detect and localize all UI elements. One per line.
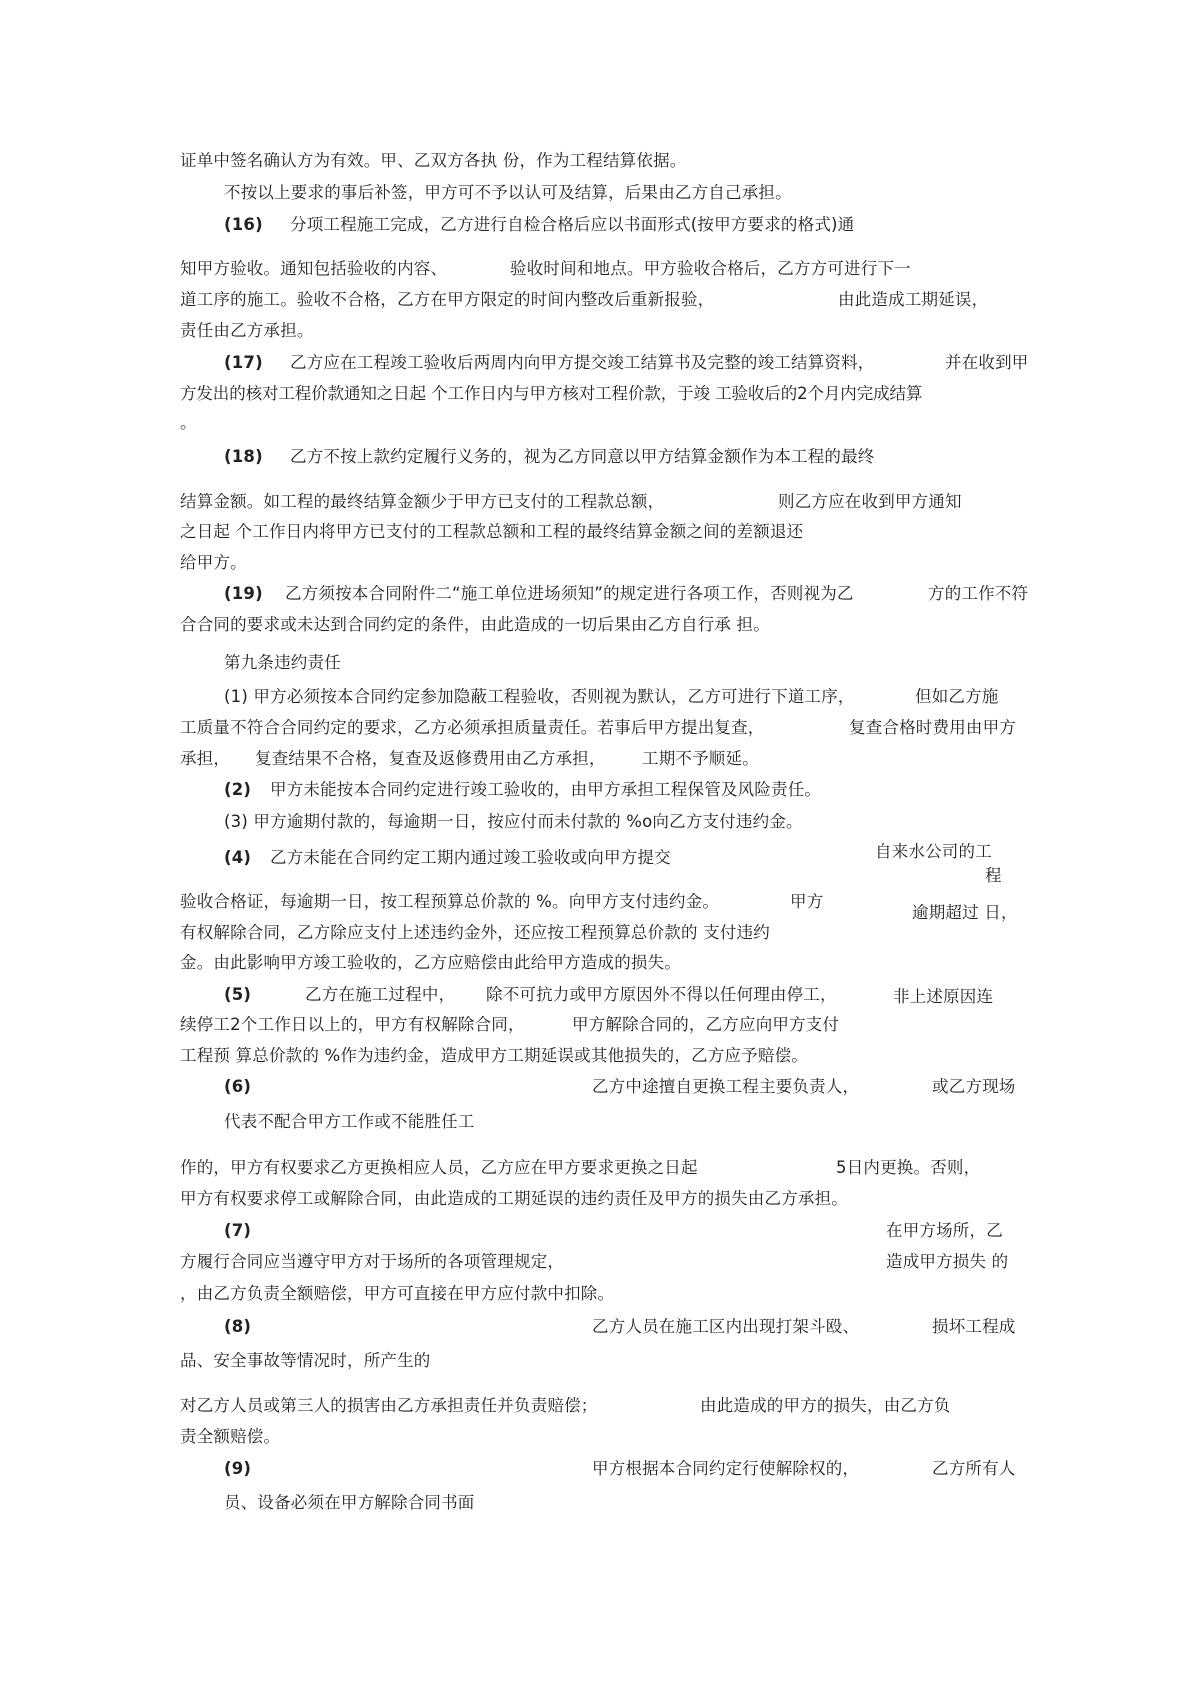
text-line: 甲方有权要求停工或解除合同，由此造成的工期延误的违约责任及甲方的损失由乙方承担。 — [180, 1189, 848, 1208]
text-line: 则乙方应在收到甲方通知 — [778, 492, 962, 511]
text-line: 分项工程施工完成，乙方进行自检合格后应以书面形式(按甲方要求的格式)通 — [290, 215, 855, 234]
text-line: 甲方未能按本合同约定进行竣工验收的，由甲方承担工程保管及风险责任。 — [270, 780, 822, 799]
text-line: 验收时间和地点。甲方验收合格后，乙方方可进行下一 — [510, 259, 911, 278]
text-line: 道工序的施工。验收不合格，乙方在甲方限定的时间内整改后重新报验， — [180, 290, 715, 309]
text-line: 对乙方人员或第三人的损害由乙方承担责任并负责赔偿； — [180, 1396, 598, 1415]
text-line: 甲方根据本合同约定行使解除权的， — [592, 1459, 860, 1478]
text-line: 复查结果不合格，复查及返修费用由乙方承担， — [255, 749, 606, 768]
text-line: 证单中签名确认方为有效。甲、乙双方各执 份，作为工程结算依据。 — [180, 151, 687, 170]
text-line: 有权解除合同，乙方除应支付上述违约金外，还应按工程预算总价款的 支付违约 — [180, 923, 770, 942]
text-line: 知甲方验收。通知包括验收的内容、 — [180, 259, 448, 278]
text-line: 除不可抗力或甲方原因外不得以任何理由停工， — [486, 985, 837, 1004]
text-line: (3) 甲方逾期付款的，每逾期一日，按应付而未付款的 %o向乙方支付违约金。 — [224, 812, 803, 831]
text-line: 乙方不按上款约定履行义务的，视为乙方同意以甲方结算金额作为本工程的最终 — [290, 447, 875, 466]
clause-number: (6) — [224, 1077, 252, 1096]
text-line: 给甲方。 — [180, 553, 247, 572]
text-line: 作的，甲方有权要求乙方更换相应人员，乙方应在甲方要求更换之日起 — [180, 1158, 698, 1177]
text-line: ，由乙方负责全额赔偿，甲方可直接在甲方应付款中扣除。 — [180, 1284, 615, 1303]
text-line: 工程预 算总价款的 %作为违约金，造成甲方工期延误或其他损失的，乙方应予赔偿。 — [180, 1046, 808, 1065]
text-line: 工质量不符合合同约定的要求，乙方必须承担质量责任。若事后甲方提出复查， — [180, 718, 765, 737]
text-line: 乙方人员在施工区内出现打架斗殴、 — [592, 1317, 860, 1336]
section-heading: 第九条违约责任 — [224, 653, 341, 672]
text-line: (1) 甲方必须按本合同约定参加隐蔽工程验收，否则视为默认，乙方可进行下道工序， — [224, 687, 855, 706]
text-line: 5日内更换。否则， — [836, 1158, 981, 1177]
text-line: 或乙方现场 — [932, 1077, 1016, 1096]
text-line: 甲方 — [790, 892, 824, 911]
text-line: 验收合格证，每逾期一日，按工程预算总价款的 %。向甲方支付违约金。 — [180, 892, 720, 911]
clause-number: (4) — [224, 848, 252, 867]
text-line: 乙方所有人 — [932, 1459, 1016, 1478]
clause-number: (8) — [224, 1317, 252, 1336]
text-line: 工期不予顺延。 — [642, 749, 759, 768]
text-line: 逾期超过 日， — [912, 903, 1018, 922]
clause-number: (16) — [224, 215, 263, 234]
text-line: 品、安全事故等情况时，所产生的 — [180, 1351, 431, 1370]
text-line: 金。由此影响甲方竣工验收的，乙方应赔偿由此给甲方造成的损失。 — [180, 953, 681, 972]
text-line: 但如乙方施 — [915, 687, 999, 706]
text-line: 之日起 个工作日内将甲方已支付的工程款总额和工程的最终结算金额之间的差额退还 — [180, 522, 804, 541]
text-line: 。 — [180, 413, 197, 432]
text-line: 承担， — [180, 749, 231, 768]
text-line: 方履行合同应当遵守甲方对于场所的各项管理规定， — [180, 1252, 565, 1271]
text-line: 责任由乙方承担。 — [180, 321, 314, 340]
text-line: 乙方中途擅自更换工程主要负责人， — [592, 1077, 860, 1096]
clause-number: (17) — [224, 353, 263, 372]
text-line: 乙方须按本合同附件二“施工单位进场须知”的规定进行各项工作，否则视为乙 — [285, 584, 854, 603]
text-line: 乙方未能在合同约定工期内通过竣工验收或向甲方提交 — [270, 848, 671, 867]
text-line: 造成甲方损失 的 — [886, 1252, 1009, 1271]
text-line: 复查合格时费用由甲方 — [849, 718, 1016, 737]
text-line: 乙方应在工程竣工验收后两周内向甲方提交竣工结算书及完整的竣工结算资料， — [290, 353, 875, 372]
text-line: 员、设备必须在甲方解除合同书面 — [224, 1493, 475, 1512]
text-line: 损坏工程成 — [932, 1317, 1016, 1336]
clause-number: (19) — [224, 584, 263, 603]
clause-number: (9) — [224, 1459, 252, 1478]
text-line: 由此造成工期延误， — [838, 290, 989, 309]
text-line: 合合同的要求或未达到合同约定的条件，由此造成的一切后果由乙方自行承 担。 — [180, 615, 770, 634]
text-line: 方发出的核对工程价款通知之日起 个工作日内与甲方核对工程价款，于竣 工验收后的2个月内完成结算 — [180, 384, 923, 403]
text-line: 方的工作不符 — [928, 584, 1029, 603]
text-line: 续停工2个工作日以上的，甲方有权解除合同， — [180, 1015, 525, 1034]
text-line: 程 — [985, 866, 1002, 885]
text-line: 责全额赔偿。 — [180, 1427, 281, 1446]
text-line: 甲方解除合同的，乙方应向甲方支付 — [572, 1015, 840, 1034]
clause-number: (2) — [224, 780, 252, 799]
text-line: 结算金额。如工程的最终结算金额少于甲方已支付的工程款总额， — [180, 492, 665, 511]
clause-number: (5) — [224, 985, 252, 1004]
text-line: 不按以上要求的事后补签，甲方可不予以认可及结算，后果由乙方自己承担。 — [224, 183, 792, 202]
clause-number: (7) — [224, 1221, 252, 1240]
text-line: 非上述原因连 — [893, 987, 994, 1006]
text-line: 在甲方场所，乙 — [886, 1221, 1003, 1240]
clause-number: (18) — [224, 447, 263, 466]
text-line: 并在收到甲 — [945, 353, 1029, 372]
text-line: 自来水公司的工 — [875, 842, 992, 861]
text-line: 由此造成的甲方的损失，由乙方负 — [700, 1396, 951, 1415]
text-line: 乙方在施工过程中， — [305, 985, 456, 1004]
text-line: 代表不配合甲方工作或不能胜任工 — [224, 1112, 475, 1131]
